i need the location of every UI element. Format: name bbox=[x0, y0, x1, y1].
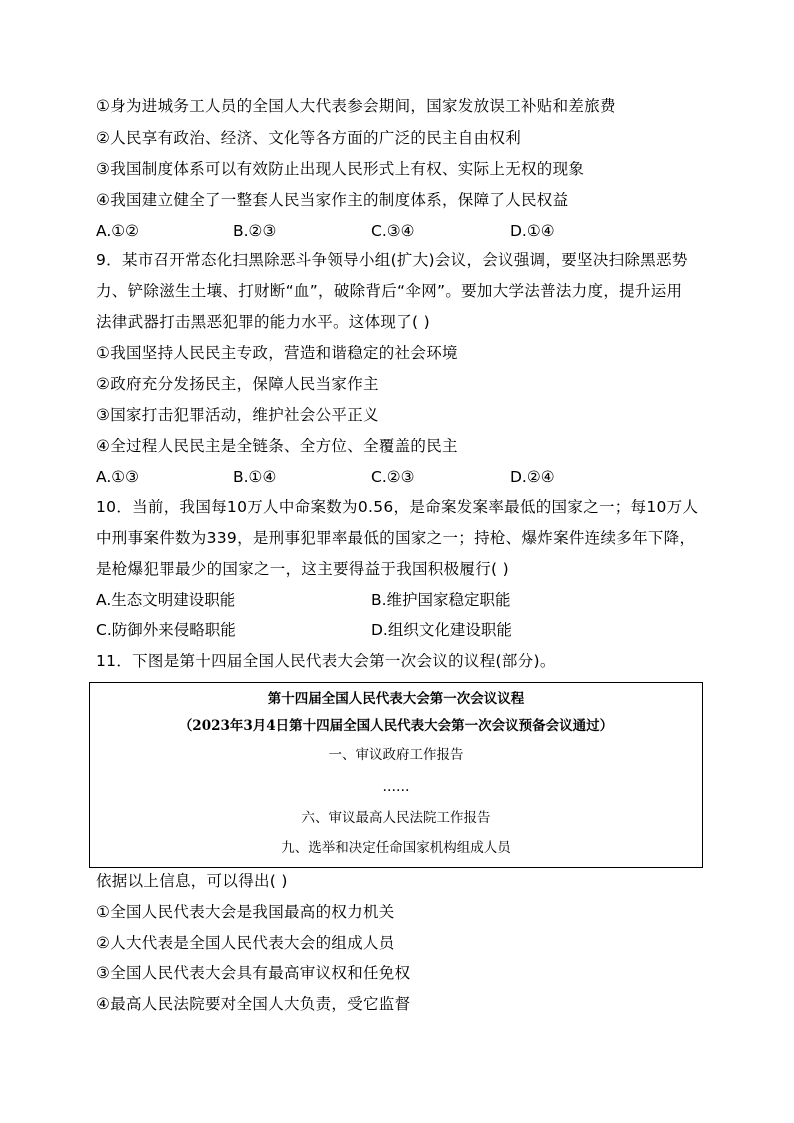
q8-item-1: ①身为进城务工人员的全国人大代表参会期间，国家发放误工补贴和差旅费 bbox=[96, 97, 616, 115]
q10-stem-line-2: 中刑事案件数为339，是刑事犯罪率最低的国家之一；持枪、爆炸案件连续多年下降， bbox=[96, 529, 696, 547]
agenda-ellipsis: …… bbox=[382, 779, 410, 795]
q8-option-c: C.③④ bbox=[371, 222, 415, 240]
q8-option-a: A.①② bbox=[96, 222, 140, 240]
q8-option-d: D.①④ bbox=[510, 222, 555, 240]
agenda-item-9: 九、选举和决定任命国家机构组成人员 bbox=[281, 840, 511, 856]
q11-item-3: ③全国人民代表大会具有最高审议权和任免权 bbox=[96, 964, 411, 982]
q9-stem-line-3: 法律武器打击黑恶犯罪的能力水平。这体现了( ) bbox=[96, 313, 430, 331]
q9-item-2: ②政府充分发扬民主，保障人民当家作主 bbox=[96, 375, 379, 393]
q10-option-a: A.生态文明建设职能 bbox=[96, 591, 236, 609]
q9-item-1: ①我国坚持人民民主专政，营造和谐稳定的社会环境 bbox=[96, 344, 458, 362]
q9-stem-line-2: 力、铲除滋生土壤、打财断“血”，破除背后“伞网”。要加大学法普法力度，提升运用 bbox=[96, 282, 683, 300]
q9-option-d: D.②④ bbox=[510, 468, 555, 486]
q10-option-b: B.维护国家稳定职能 bbox=[371, 591, 511, 609]
q8-option-b: B.②③ bbox=[233, 222, 277, 240]
q11-item-4: ④最高人民法院要对全国人大负责，受它监督 bbox=[96, 995, 411, 1013]
q9-option-b: B.①④ bbox=[233, 468, 277, 486]
q8-item-3: ③我国制度体系可以有效防止出现人民形式上有权、实际上无权的现象 bbox=[96, 160, 585, 178]
q9-stem-line-1: 9．某市召开常态化扫黑除恶斗争领导小组(扩大)会议，会议强调，要坚决扫除黑恶势 bbox=[96, 251, 688, 269]
q8-item-4: ④我国建立健全了一整套人民当家作主的制度体系，保障了人民权益 bbox=[96, 191, 569, 209]
agenda-title: 第十四届全国人民代表大会第一次会议议程 bbox=[267, 691, 525, 707]
q10-option-d: D.组织文化建设职能 bbox=[371, 621, 512, 639]
q11-item-2: ②人大代表是全国人民代表大会的组成人员 bbox=[96, 934, 395, 952]
agenda-box bbox=[89, 682, 703, 868]
agenda-item-6: 六、审议最高人民法院工作报告 bbox=[301, 810, 491, 826]
q9-item-4: ④全过程人民民主是全链条、全方位、全覆盖的民主 bbox=[96, 437, 458, 455]
q9-item-3: ③国家打击犯罪活动，维护社会公平正义 bbox=[96, 406, 379, 424]
q10-option-c: C.防御外来侵略职能 bbox=[96, 621, 236, 639]
q10-stem-line-1: 10．当前，我国每10万人中命案数为0.56，是命案发案率最低的国家之一；每10万人 bbox=[96, 498, 699, 516]
q11-prompt: 依据以上信息，可以得出( ) bbox=[96, 872, 288, 890]
agenda-subtitle: （2023年3月4日第十四届全国人民代表大会第一次会议预备会议通过） bbox=[178, 718, 614, 734]
q11-stem: 11．下图是第十四届全国人民代表大会第一次会议的议程(部分)。 bbox=[96, 652, 556, 670]
q10-stem-line-3: 是枪爆犯罪最少的国家之一，这主要得益于我国积极履行( ) bbox=[96, 560, 509, 578]
q11-item-1: ①全国人民代表大会是我国最高的权力机关 bbox=[96, 903, 395, 921]
q8-item-2: ②人民享有政治、经济、文化等各方面的广泛的民主自由权利 bbox=[96, 129, 521, 147]
agenda-item-1: 一、审议政府工作报告 bbox=[328, 747, 464, 763]
q9-option-c: C.②③ bbox=[371, 468, 415, 486]
q9-option-a: A.①③ bbox=[96, 468, 140, 486]
